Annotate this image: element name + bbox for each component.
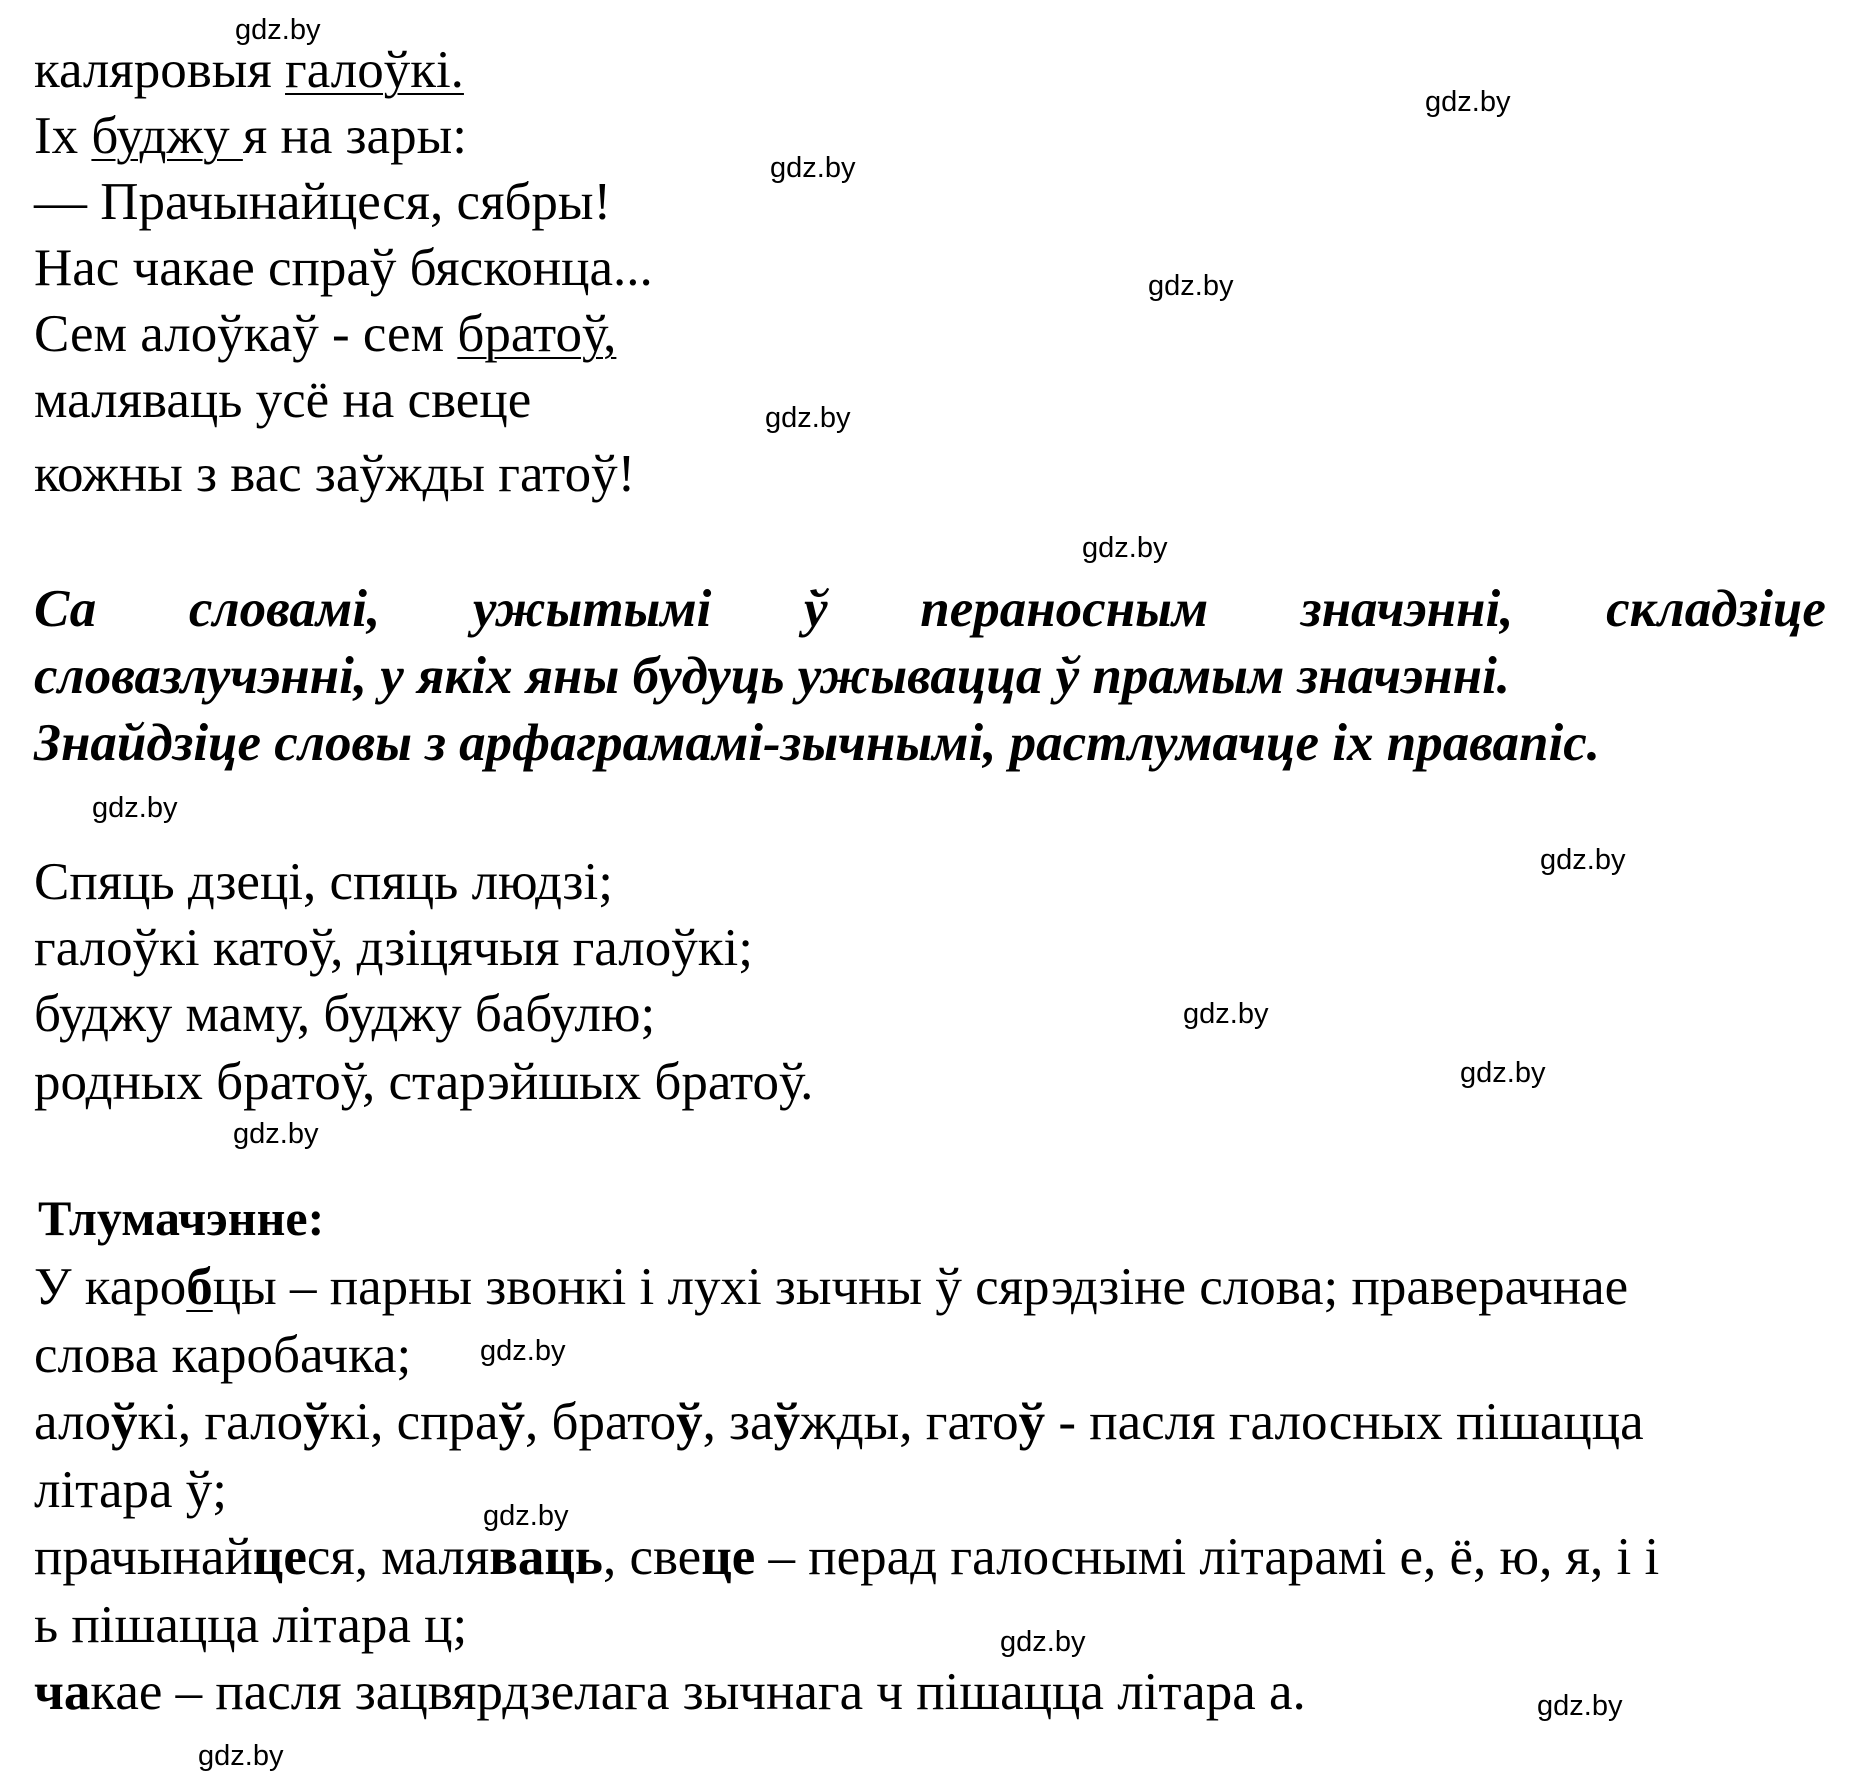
explanation-line: слова каробачка; (34, 1326, 412, 1384)
poem-line: кожны з вас заўжды гатоў! (34, 445, 636, 503)
watermark: gdz.by (198, 1740, 284, 1772)
underlined-word: братоў, (457, 305, 617, 363)
answer-line: галоўкі катоў, дзіцячыя галоўкі; (34, 919, 753, 977)
watermark: gdz.by (92, 792, 178, 824)
task-line: Са словамі, ужытымі ў пераносным значэнні, складзіце (34, 580, 1826, 638)
watermark: gdz.by (480, 1335, 566, 1367)
highlighted-letter: ў (773, 1393, 801, 1451)
watermark: gdz.by (1425, 86, 1511, 118)
poem-line: каляровыя галоўкі. (34, 41, 464, 99)
watermark: gdz.by (765, 402, 851, 434)
watermark: gdz.by (1537, 1690, 1623, 1722)
watermark: gdz.by (483, 1500, 569, 1532)
explanation-line: прачынайцеся, маляваць, свеце – перад галоснымі літарамі е, ё, ю, я, і і (34, 1528, 1660, 1586)
highlighted-letter: б (186, 1258, 213, 1316)
underlined-word: галоўкі. (285, 41, 464, 99)
highlighted-letters: ваць (489, 1528, 603, 1586)
explanation-heading: Тлумачэнне: (38, 1190, 325, 1246)
highlighted-letter: ў (1018, 1393, 1046, 1451)
watermark: gdz.by (770, 152, 856, 184)
watermark: gdz.by (233, 1118, 319, 1150)
highlighted-letters: це (252, 1528, 307, 1586)
poem-line: Іх буджу я на зары: (34, 107, 467, 165)
explanation-line: алоўкі, галоўкі, спраў, братоў, заўжды, гатоў - пасля галосных пішацца (34, 1393, 1644, 1451)
watermark: gdz.by (1148, 270, 1234, 302)
poem-line: Сем алоўкаў - сем братоў, (34, 305, 617, 363)
task-line: словазлучэнні, у якіх яны будуць ужывацца ў прамым значэнні. (34, 647, 1511, 705)
explanation-line: У каробцы – парны звонкі і лухі зычны ў сярэдзіне слова; праверачнае (34, 1258, 1629, 1316)
watermark: gdz.by (1000, 1626, 1086, 1658)
poem-line: маляваць усё на свеце (34, 371, 532, 429)
watermark: gdz.by (1183, 998, 1269, 1030)
explanation-line: літара ў; (34, 1461, 228, 1519)
highlighted-letter: ў (498, 1393, 525, 1451)
explanation-line: ь пішацца літара ц; (34, 1596, 468, 1654)
task-line: Знайдзіце словы з арфаграмамі-зычнымі, растлумачце іх правапіс. (34, 714, 1601, 772)
watermark: gdz.by (1082, 532, 1168, 564)
watermark: gdz.by (1540, 844, 1626, 876)
poem-line: Нас чакае спраў бясконца... (34, 239, 653, 297)
explanation-line: чакае – пасля зацвярдзелага зычнага ч пішацца літара а. (34, 1663, 1306, 1721)
highlighted-letter: ў (676, 1393, 703, 1451)
poem-line: — Прачынайцеся, сябры! (34, 173, 612, 231)
highlighted-letters: це (701, 1528, 756, 1586)
underlined-word: буджу (91, 107, 243, 165)
highlighted-letters: ча (34, 1663, 91, 1721)
highlighted-letter: ў (303, 1393, 330, 1451)
answer-line: буджу маму, буджу бабулю; (34, 985, 656, 1043)
answer-line: родных братоў, старэйшых братоў. (34, 1053, 814, 1111)
answer-line: Спяць дзеці, спяць людзі; (34, 853, 613, 911)
watermark: gdz.by (235, 14, 321, 46)
highlighted-letter: ў (110, 1393, 138, 1451)
watermark: gdz.by (1460, 1057, 1546, 1089)
